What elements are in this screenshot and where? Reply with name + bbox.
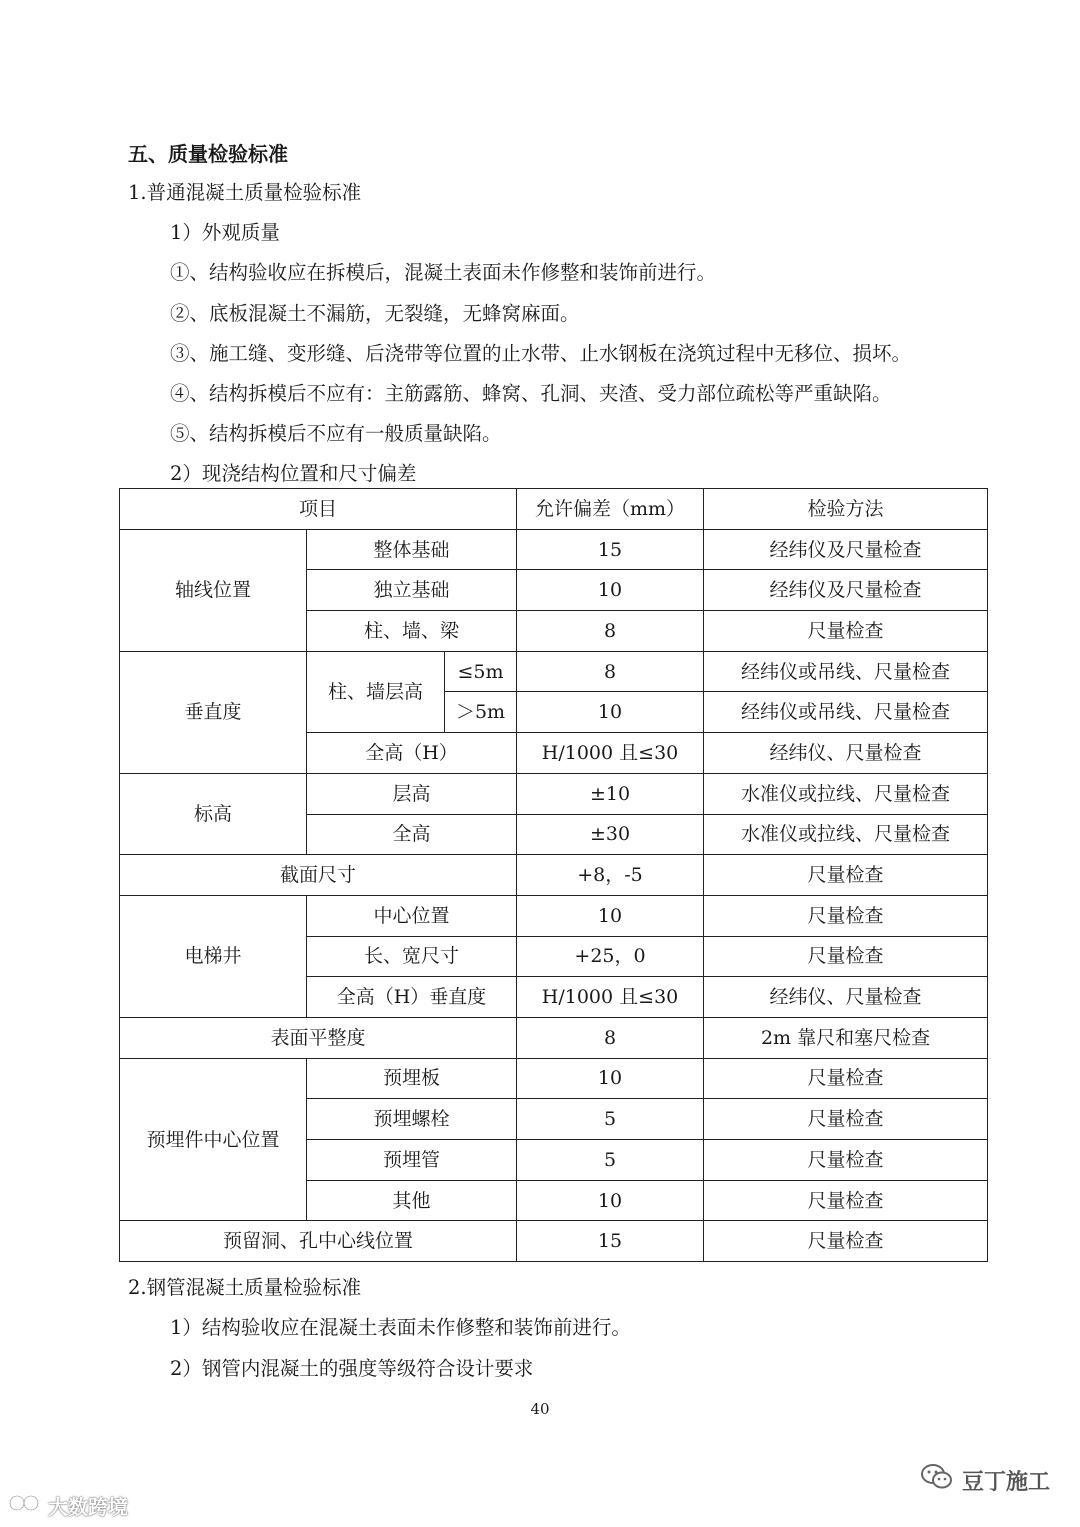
item-cell: 全高（H） (307, 733, 517, 774)
tolerance-cell: 15 (517, 529, 704, 570)
method-cell: 经纬仪或吊线、尺量检查 (704, 692, 988, 733)
header-method: 检验方法 (704, 489, 988, 530)
condition-cell: ≤5m (445, 651, 517, 692)
watermark-left-text: 大数跨境 (48, 1494, 128, 1519)
section-title: 五、质量检验标准 (128, 142, 288, 166)
wechat-icon (920, 1462, 954, 1498)
table-row (120, 1221, 988, 1262)
table-row (120, 895, 988, 936)
item-cell: 柱、墙层高 (307, 651, 445, 732)
method-cell: 经纬仪、尺量检查 (704, 977, 988, 1018)
tolerance-cell: 10 (517, 1058, 704, 1099)
item-cell: 预留洞、孔中心线位置 (120, 1221, 517, 1262)
part2-title: 2.钢管混凝土质量检验标准 (128, 1276, 362, 1299)
method-cell: 经纬仪及尺量检查 (704, 570, 988, 611)
group-label: 预埋件中心位置 (120, 1058, 307, 1221)
list-item: 2）钢管内混凝土的强度等级符合设计要求 (170, 1357, 534, 1380)
group-label: 电梯井 (120, 895, 307, 1017)
table-row (120, 1017, 988, 1058)
group-label: 垂直度 (120, 651, 307, 773)
list-item: ⑤、结构拆模后不应有一般质量缺陷。 (170, 422, 502, 445)
tolerance-cell: 8 (517, 651, 704, 692)
method-cell: 2m 靠尺和塞尺检查 (704, 1017, 988, 1058)
tolerance-cell: H/1000 且≤30 (517, 733, 704, 774)
watermark-right-text: 豆丁施工 (961, 1469, 1050, 1495)
item-cell: 其他 (307, 1180, 517, 1221)
header-tolerance: 允许偏差（mm） (517, 489, 704, 530)
list-item: ②、底板混凝土不漏筋，无裂缝，无蜂窝麻面。 (170, 302, 580, 325)
method-cell: 经纬仪及尺量检查 (704, 529, 988, 570)
item-cell: 整体基础 (307, 529, 517, 570)
watermark-left (8, 1488, 128, 1522)
method-cell: 尺量检查 (704, 611, 988, 652)
table-row (120, 529, 988, 570)
tolerance-cell: 5 (517, 1140, 704, 1181)
item-cell: 独立基础 (307, 570, 517, 611)
tolerance-cell: 8 (517, 1017, 704, 1058)
table-row (120, 773, 988, 814)
list-item: ③、施工缝、变形缝、后浇带等位置的止水带、止水钢板在浇筑过程中无移位、损坏。 (170, 342, 912, 365)
item-cell: 中心位置 (307, 895, 517, 936)
method-cell: 尺量检查 (704, 1099, 988, 1140)
header-item: 项目 (120, 489, 517, 530)
table-row (120, 1058, 988, 1099)
tolerance-cell: 10 (517, 570, 704, 611)
item-cell: 全高 (307, 814, 517, 855)
method-cell: 经纬仪、尺量检查 (704, 733, 988, 774)
table-row (120, 855, 988, 896)
method-cell: 尺量检查 (704, 936, 988, 977)
method-cell: 尺量检查 (704, 1058, 988, 1099)
list-item: 1）结构验收应在混凝土表面未作修整和装饰前进行。 (170, 1316, 631, 1339)
list-item: ①、结构验收应在拆模后，混凝土表面未作修整和装饰前进行。 (170, 261, 717, 284)
item-cell: 表面平整度 (120, 1017, 517, 1058)
item-cell: 柱、墙、梁 (307, 611, 517, 652)
item-cell: 层高 (307, 773, 517, 814)
part1-title: 1.普通混凝土质量检验标准 (128, 181, 362, 204)
method-cell: 经纬仪或吊线、尺量检查 (704, 651, 988, 692)
page-number: 40 (530, 1400, 550, 1418)
method-cell: 尺量检查 (704, 1180, 988, 1221)
tolerance-cell: +25，0 (517, 936, 704, 977)
tolerance-cell: 5 (517, 1099, 704, 1140)
table-header-row (120, 489, 988, 530)
group-label: 轴线位置 (120, 529, 307, 651)
subheading-appearance: 1）外观质量 (170, 221, 280, 244)
tolerance-cell: ±30 (517, 814, 704, 855)
method-cell: 尺量检查 (704, 855, 988, 896)
tolerance-cell: +8，-5 (517, 855, 704, 896)
method-cell: 尺量检查 (704, 1221, 988, 1262)
tolerance-cell: 8 (517, 611, 704, 652)
condition-cell: ＞5m (445, 692, 517, 733)
item-cell: 截面尺寸 (120, 855, 517, 896)
group-label: 标高 (120, 773, 307, 854)
method-cell: 水准仪或拉线、尺量检查 (704, 773, 988, 814)
watermark-right (920, 1461, 1050, 1499)
item-cell: 全高（H）垂直度 (307, 977, 517, 1018)
method-cell: 水准仪或拉线、尺量检查 (704, 814, 988, 855)
item-cell: 预埋螺栓 (307, 1099, 517, 1140)
list-item: ④、结构拆模后不应有：主筋露筋、蜂窝、孔洞、夹渣、受力部位疏松等严重缺陷。 (170, 382, 892, 405)
tolerance-cell: 10 (517, 692, 704, 733)
subheading-deviation: 2）现浇结构位置和尺寸偏差 (170, 462, 417, 485)
tolerance-cell: 10 (517, 1180, 704, 1221)
table-row (120, 651, 988, 692)
tolerance-cell: 15 (517, 1221, 704, 1262)
tolerance-cell: H/1000 且≤30 (517, 977, 704, 1018)
item-cell: 预埋板 (307, 1058, 517, 1099)
item-cell: 长、宽尺寸 (307, 936, 517, 977)
method-cell: 尺量检查 (704, 1140, 988, 1181)
tolerance-cell: 10 (517, 895, 704, 936)
tolerance-cell: ±10 (517, 773, 704, 814)
brand-logo-icon (8, 1492, 42, 1519)
method-cell: 尺量检查 (704, 895, 988, 936)
item-cell: 预埋管 (307, 1140, 517, 1181)
deviation-table (119, 488, 988, 1262)
